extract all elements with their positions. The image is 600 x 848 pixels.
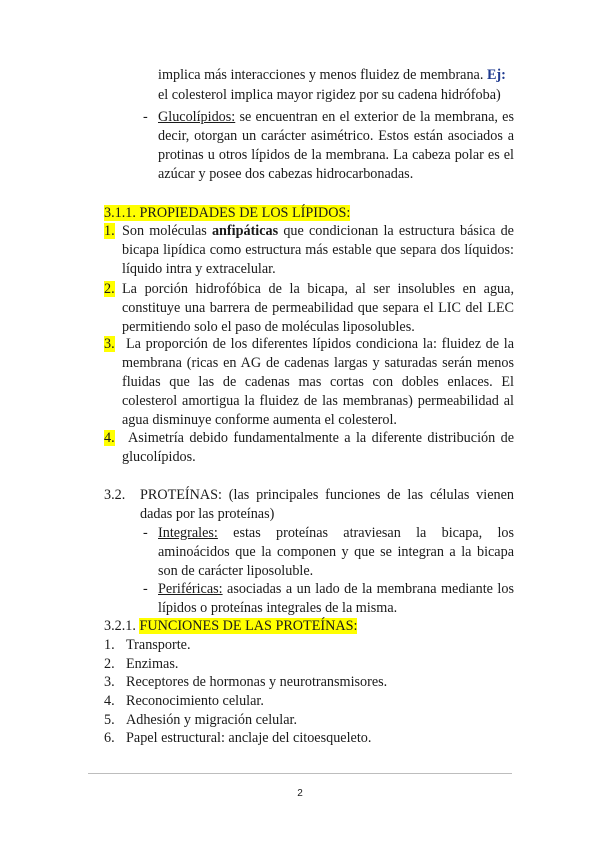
lipid-item-3-line-2: membrana (ricas en AG de cadenas largas y saturadas serán menos [122, 355, 514, 371]
intro-line-1: implica más interacciones y menos fluidez de membrana. Ej: [158, 67, 506, 83]
lipid-item-1-line-2: bicapa lipídica como estructura más estable que separa dos líquidos: [122, 242, 514, 258]
function-item-2-number: 2. [104, 656, 115, 672]
lipid-properties-heading: 3.1.1. PROPIEDADES DE LOS LÍPIDOS: [104, 205, 351, 221]
function-item-4-text: Reconocimiento celular. [126, 693, 264, 709]
lipid-item-4-number: 4. [104, 430, 115, 446]
lipid-item-3-line-5: agua disminuye conforme aumenta el colesterol. [122, 412, 397, 428]
integral-line-2: aminoácidos que la componen y que se integran a la bicapa [158, 544, 514, 560]
lipid-item-4-line-1: Asimetría debido fundamentalmente a la diferente distribución de [128, 430, 514, 446]
integral-line-1: Integrales: estas proteínas atraviesan la bicapa, los [158, 525, 514, 541]
lipid-item-3-line-1: La proporción de los diferentes lípidos condiciona la: fluidez de la [126, 336, 514, 352]
function-item-3-number: 3. [104, 674, 115, 690]
function-item-6-text: Papel estructural: anclaje del citoesqueleto. [126, 730, 372, 746]
amphipathic-term: anfipáticas [211, 223, 279, 239]
integral-term: Integrales: [158, 525, 218, 541]
page-number: 2 [297, 788, 303, 799]
glucolipids-term: Glucolípidos: [158, 109, 236, 125]
peripheral-line-2: lípidos o proteínas integrales de la misma. [158, 600, 398, 616]
lipid-item-4-line-2: glucolípidos. [122, 449, 196, 465]
glucolipids-line-1: Glucolípidos: se encuentran en el exterior de la membrana, es [158, 109, 514, 125]
lipid-item-1-line-1: Son moléculas anfipáticas que condicionan la estructura básica de [122, 223, 514, 239]
lipid-item-2-line-2: constituye una barrera de permeabilidad que separa el LIC del LEC [122, 300, 514, 316]
footer-divider [88, 773, 512, 774]
peripheral-term: Periféricas: [158, 581, 223, 597]
example-label: Ej: [486, 67, 506, 83]
function-item-1-text: Transporte. [126, 637, 191, 653]
lipid-item-1-line-3: líquido intra y extracelular. [122, 261, 276, 277]
peripheral-line-1: Periféricas: asociadas a un lado de la membrana mediante los [158, 581, 514, 597]
function-item-2-text: Enzimas. [126, 656, 179, 672]
function-item-1-number: 1. [104, 637, 115, 653]
lipid-item-3-number: 3. [104, 336, 115, 352]
proteins-line-2: dadas por las proteínas) [140, 506, 275, 522]
lipid-item-3-line-4: colesterol amortigua la fluidez de las membranas) permeabilidad al [122, 393, 514, 409]
lipid-item-1-number: 1. [104, 223, 115, 239]
lipid-item-2-line-1: La porción hidrofóbica de la bicapa, al ser insolubles en agua, [122, 281, 514, 297]
function-item-4-number: 4. [104, 693, 115, 709]
lipid-item-2-number: 2. [104, 281, 115, 297]
lipid-item-2-line-3: permitiendo solo el paso de moléculas liposolubles. [122, 319, 415, 335]
integral-line-3: son de carácter liposoluble. [158, 563, 314, 579]
function-item-3-text: Receptores de hormonas y neurotransmisores. [126, 674, 388, 690]
integral-bullet: - [143, 525, 148, 541]
function-item-5-number: 5. [104, 712, 115, 728]
peripheral-bullet: - [143, 581, 148, 597]
function-item-5-text: Adhesión y migración celular. [126, 712, 297, 728]
lipid-item-3-line-3: fluidas que las de cadenas mas cortas con dobles enlaces. El [122, 374, 514, 390]
proteins-line-1: PROTEÍNAS: (las principales funciones de las células vienen [140, 487, 514, 503]
functions-heading: 3.2.1. FUNCIONES DE LAS PROTEÍNAS: [104, 618, 358, 634]
glucolipids-line-2: decir, otorgan un carácter asimétrico. Estos están asociados a [158, 128, 514, 144]
proteins-number: 3.2. [104, 487, 126, 503]
function-item-6-number: 6. [104, 730, 115, 746]
glucolipids-bullet: - [143, 109, 148, 125]
intro-line-2: el colesterol implica mayor rigidez por su cadena hidrófoba) [158, 87, 501, 103]
glucolipids-line-3: protinas u otros lípidos de la membrana. La cabeza polar es el [158, 147, 514, 163]
glucolipids-line-4: azúcar y posee dos cabezas hidrocarbonadas. [158, 166, 414, 182]
